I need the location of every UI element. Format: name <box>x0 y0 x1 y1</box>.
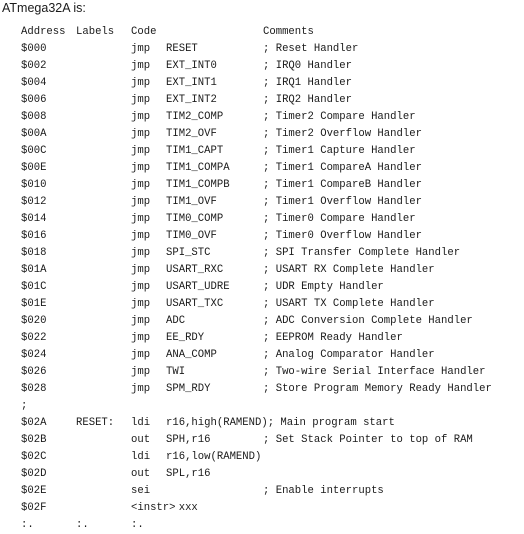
instruction-cell: jmp <box>131 264 151 276</box>
operand-cell: USART_UDRE <box>166 281 230 293</box>
code-line <box>21 262 521 279</box>
header-code: Code <box>131 26 157 38</box>
code-line <box>21 330 521 347</box>
address-cell: $01A <box>21 264 47 276</box>
main-program-section <box>21 415 521 534</box>
operand-cell: SPH,r16 <box>166 434 211 446</box>
code-line <box>21 160 521 177</box>
comment-cell: ; Timer0 Overflow Handler <box>263 230 422 242</box>
code-line <box>21 449 521 466</box>
comment-cell: ; Timer2 Compare Handler <box>263 111 416 123</box>
address-cell: $00A <box>21 128 47 140</box>
instruction-cell: :. <box>131 519 144 531</box>
comment-cell: ; SPI Transfer Complete Handler <box>263 247 461 259</box>
instruction-cell: jmp <box>131 60 151 72</box>
instruction-cell: ldi <box>131 451 151 463</box>
address-cell: $02E <box>21 485 47 497</box>
comment-cell: ; Timer1 Overflow Handler <box>263 196 422 208</box>
address-cell: $024 <box>21 349 47 361</box>
address-cell: $02C <box>21 451 47 463</box>
code-line <box>21 347 521 364</box>
address-cell: $01C <box>21 281 47 293</box>
address-cell: $008 <box>21 111 47 123</box>
address-cell: $02A <box>21 417 47 429</box>
instruction-cell: jmp <box>131 77 151 89</box>
address-cell: $010 <box>21 179 47 191</box>
comment-cell: ; Two-wire Serial Interface Handler <box>263 366 486 378</box>
address-cell: $012 <box>21 196 47 208</box>
header-comments: Comments <box>263 26 314 38</box>
operand-cell: USART_TXC <box>166 298 224 310</box>
comment-cell: ; Timer1 Capture Handler <box>263 145 416 157</box>
operand-cell: RESET <box>166 43 198 55</box>
address-cell: $006 <box>21 94 47 106</box>
code-line <box>21 75 521 92</box>
instruction-cell: jmp <box>131 332 151 344</box>
operand-cell: TIM2_COMP <box>166 111 224 123</box>
operand-cell: TIM0_COMP <box>166 213 224 225</box>
address-cell: $016 <box>21 230 47 242</box>
address-cell: $01E <box>21 298 47 310</box>
address-cell: $022 <box>21 332 47 344</box>
instruction-cell: out <box>131 434 151 446</box>
code-line <box>21 500 521 517</box>
code-line <box>21 92 521 109</box>
comment-cell: ; Analog Comparator Handler <box>263 349 435 361</box>
address-cell: $018 <box>21 247 47 259</box>
operand-cell: EXT_INT0 <box>166 60 217 72</box>
comment-cell: ; IRQ2 Handler <box>263 94 353 106</box>
code-line <box>21 211 521 228</box>
comment-cell: ; USART RX Complete Handler <box>263 264 435 276</box>
code-line <box>21 177 521 194</box>
comment-cell: ; USART TX Complete Handler <box>263 298 435 310</box>
comment-cell: ; IRQ0 Handler <box>263 60 353 72</box>
instruction-cell: out <box>131 468 151 480</box>
comment-cell: ; Timer2 Overflow Handler <box>263 128 422 140</box>
instruction-cell: jmp <box>131 315 151 327</box>
comment-cell: ; Store Program Memory Ready Handler <box>263 383 492 395</box>
code-line <box>21 364 521 381</box>
instruction-cell: jmp <box>131 213 151 225</box>
comment-cell: ; Timer1 CompareA Handler <box>263 162 422 174</box>
operand-cell: SPL,r16 <box>166 468 211 480</box>
code-line <box>21 245 521 262</box>
comment-cell: ; ADC Conversion Complete Handler <box>263 315 473 327</box>
operand-cell: ANA_COMP <box>166 349 217 361</box>
instruction-cell: jmp <box>131 298 151 310</box>
address-cell: $014 <box>21 213 47 225</box>
instruction-cell: jmp <box>131 179 151 191</box>
instruction-cell: sei <box>131 485 151 497</box>
code-line <box>21 296 521 313</box>
code-listing <box>21 24 521 534</box>
instruction-cell: jmp <box>131 196 151 208</box>
address-cell: $00E <box>21 162 47 174</box>
code-line <box>21 109 521 126</box>
code-line <box>21 143 521 160</box>
operand-cell: r16,low(RAMEND) <box>166 451 262 463</box>
comment-cell: ; Timer1 CompareB Handler <box>263 179 422 191</box>
code-line <box>21 517 521 534</box>
operand-cell: TIM0_OVF <box>166 230 217 242</box>
instruction-cell: jmp <box>131 128 151 140</box>
operand-cell: USART_RXC <box>166 264 224 276</box>
instruction-cell: jmp <box>131 111 151 123</box>
address-cell: $000 <box>21 43 47 55</box>
code-line <box>21 466 521 483</box>
instruction-cell: ldi <box>131 417 151 429</box>
operand-cell: xxx <box>166 502 198 514</box>
comment-cell: ; EEPROM Ready Handler <box>263 332 403 344</box>
interrupt-vector-table <box>21 41 521 398</box>
instruction-cell: jmp <box>131 43 151 55</box>
instruction-cell: jmp <box>131 281 151 293</box>
comment-cell: ; IRQ1 Handler <box>263 77 353 89</box>
operand-cell: SPI_STC <box>166 247 211 259</box>
instruction-cell: jmp <box>131 162 151 174</box>
operand-cell: SPM_RDY <box>166 383 211 395</box>
label-cell: RESET: <box>76 417 115 429</box>
separator-line <box>21 398 521 415</box>
code-line <box>21 58 521 75</box>
operand-cell: TWI <box>166 366 186 378</box>
instruction-cell: jmp <box>131 383 151 395</box>
address-cell: $026 <box>21 366 47 378</box>
address-cell: $028 <box>21 383 47 395</box>
instruction-cell: jmp <box>131 230 151 242</box>
label-cell: :. <box>76 519 89 531</box>
operand-cell: EE_RDY <box>166 332 205 344</box>
operand-cell: EXT_INT2 <box>166 94 217 106</box>
operand-cell: TIM1_COMPA <box>166 162 230 174</box>
header-address: Address <box>21 26 66 38</box>
address-cell: $00C <box>21 145 47 157</box>
instruction-cell: jmp <box>131 366 151 378</box>
address-cell: :. <box>21 519 34 531</box>
operand-cell: TIM1_OVF <box>166 196 217 208</box>
address-cell: $02F <box>21 502 47 514</box>
operand-cell: TIM2_OVF <box>166 128 217 140</box>
comment-cell: ; Timer0 Compare Handler <box>263 213 416 225</box>
code-line <box>21 41 521 58</box>
address-cell: $004 <box>21 77 47 89</box>
instruction-cell: jmp <box>131 145 151 157</box>
instruction-cell: jmp <box>131 247 151 259</box>
operand-cell: TIM1_COMPB <box>166 179 230 191</box>
comment-cell: ; Set Stack Pointer to top of RAM <box>263 434 473 446</box>
operand-cell: TIM1_CAPT <box>166 145 224 157</box>
intro-text: ATmega32A is: <box>2 1 86 15</box>
code-line <box>21 228 521 245</box>
operand-cell: EXT_INT1 <box>166 77 217 89</box>
code-line <box>21 194 521 211</box>
code-line <box>21 483 521 500</box>
code-line <box>21 381 521 398</box>
separator-comment: ; <box>21 400 28 412</box>
code-line <box>21 279 521 296</box>
comment-cell: ; UDR Empty Handler <box>263 281 384 293</box>
address-cell: $02D <box>21 468 47 480</box>
address-cell: $02B <box>21 434 47 446</box>
comment-cell: ; Reset Handler <box>263 43 359 55</box>
operand-cell: ADC <box>166 315 186 327</box>
code-line <box>21 432 521 449</box>
instruction-cell: jmp <box>131 349 151 361</box>
instruction-cell: <instr> <box>131 502 176 514</box>
address-cell: $002 <box>21 60 47 72</box>
address-cell: $020 <box>21 315 47 327</box>
instruction-cell: jmp <box>131 94 151 106</box>
comment-cell: ; Enable interrupts <box>263 485 384 497</box>
code-line <box>21 415 521 432</box>
header-labels: Labels <box>76 26 115 38</box>
operand-cell: r16,high(RAMEND); Main program start <box>166 417 395 429</box>
listing-header-row <box>21 24 521 41</box>
code-line <box>21 313 521 330</box>
code-line <box>21 126 521 143</box>
